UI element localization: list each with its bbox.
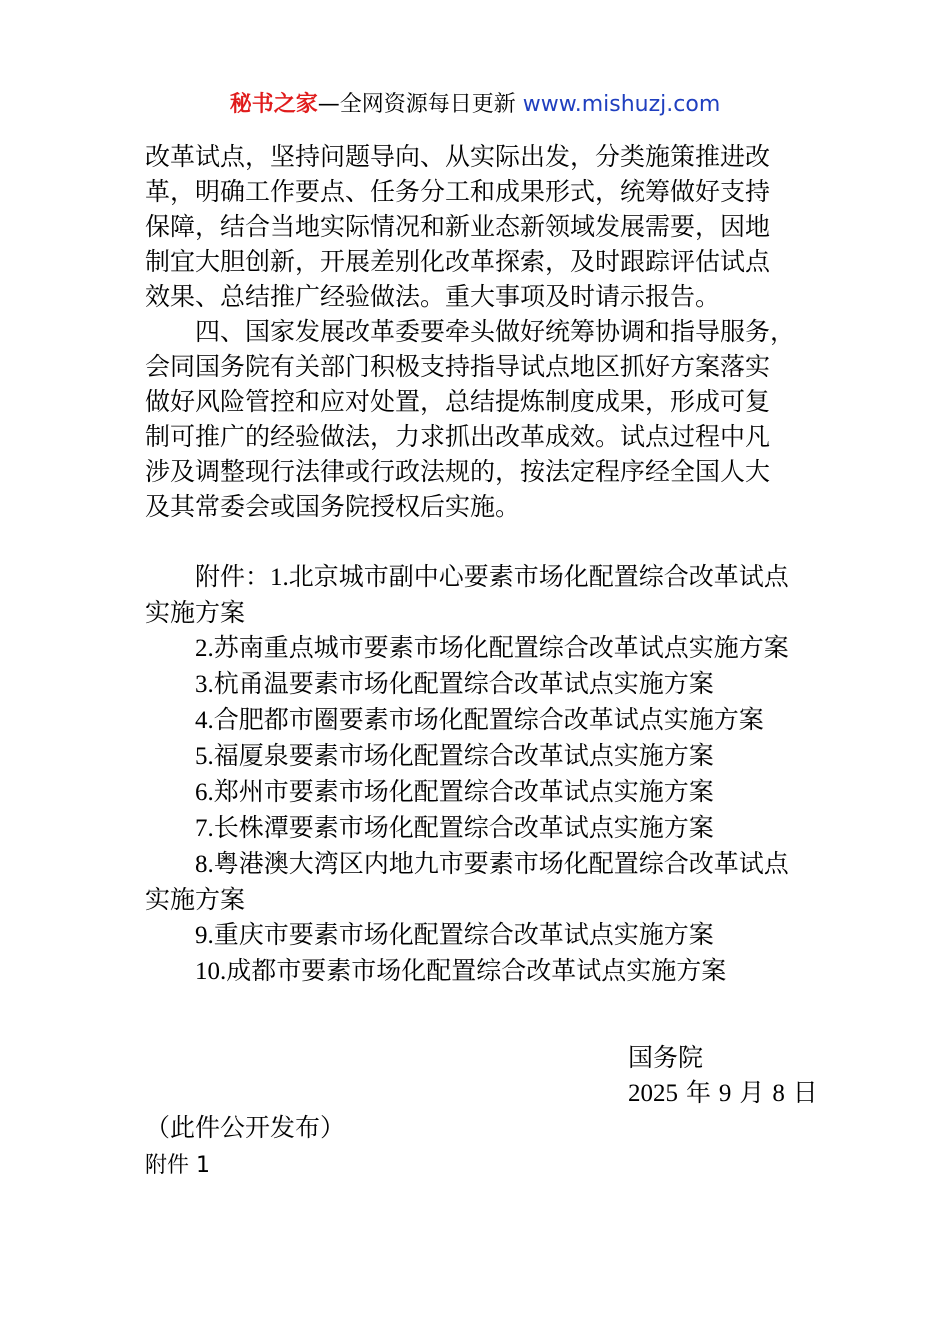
spacer — [145, 524, 815, 559]
attachment-item-1 — [145, 559, 815, 595]
attachment-item-3 — [145, 666, 815, 702]
attachment-item-2 — [145, 630, 815, 666]
date-year: 2025 — [628, 1080, 678, 1107]
section4-line: 及其常委会或国务院授权后实施。 — [145, 492, 521, 521]
attachment-item-6 — [145, 774, 815, 810]
section4-line: 做好风险管控和应对处置，总结提炼制度成果，形成可复 — [145, 387, 771, 416]
body-line: 革，明确工作要点、任务分工和成果形式，统筹做好支持 — [145, 177, 771, 206]
issue-date — [628, 1075, 818, 1111]
attachment-item-1-cont: 实施方案 — [145, 598, 246, 627]
attachment-prefix: 附件： — [195, 562, 271, 591]
attachment-title: 郑州市要素市场化配置综合改革试点实施方案 — [213, 777, 714, 806]
site-url-link[interactable]: www.mishuzj.com — [522, 92, 721, 117]
attachment-title: 长株潭要素市场化配置综合改革试点实施方案 — [213, 813, 714, 842]
attachment-title: 北京城市副中心要素市场化配置综合改革试点 — [288, 562, 789, 591]
attachment-title: 粤港澳大湾区内地九市要素市场化配置综合改革试点 — [213, 849, 789, 878]
attachment-item-7 — [145, 810, 815, 846]
site-header — [0, 88, 950, 122]
attachment-title: 重庆市要素市场化配置综合改革试点实施方案 — [213, 920, 714, 949]
attachment-number: 1. — [270, 564, 289, 591]
attachment-number: 10. — [195, 958, 227, 985]
attachment-number: 8. — [195, 851, 214, 878]
attachment-item-8-cont: 实施方案 — [145, 885, 246, 914]
attachment-number: 3. — [195, 671, 214, 698]
body-line: 保障，结合当地实际情况和新业态新领域发展需要，因地 — [145, 212, 771, 241]
attachment-number: 6. — [195, 779, 214, 806]
date-year-unit: 年 — [685, 1078, 711, 1107]
section4-line: 会同国务院有关部门积极支持指导试点地区抓好方案落实 — [145, 352, 771, 381]
attachment-title: 福厦泉要素市场化配置综合改革试点实施方案 — [213, 741, 714, 770]
site-slogan: —全网资源每日更新 — [317, 92, 523, 117]
attachment-number: 2. — [195, 635, 214, 662]
document-body — [145, 139, 815, 989]
attachment-item-5 — [145, 738, 815, 774]
section4-line: 涉及调整现行法律或行政法规的，按法定程序经全国人大 — [145, 457, 771, 486]
publish-note: （此件公开发布） — [145, 1113, 346, 1142]
attachment-number: 7. — [195, 815, 214, 842]
body-line: 改革试点，坚持问题导向、从实际出发，分类施策推进改 — [145, 142, 771, 171]
site-brand: 秘书之家 — [229, 92, 318, 117]
body-line: 效果、总结推广经验做法。重大事项及时请示报告。 — [145, 282, 721, 311]
date-month: 9 — [718, 1080, 732, 1107]
date-day: 8 — [772, 1080, 785, 1107]
attachment-number: 9. — [195, 922, 214, 949]
attachment-title: 苏南重点城市要素市场化配置综合改革试点实施方案 — [213, 633, 789, 662]
date-day-unit: 日 — [792, 1078, 818, 1107]
attachment-number: 4. — [195, 707, 214, 734]
attachment-item-4 — [145, 702, 815, 738]
attachment-label: 附件 1 — [145, 1153, 210, 1178]
attachment-title: 合肥都市圈要素市场化配置综合改革试点实施方案 — [213, 705, 764, 734]
attachment-title: 成都市要素市场化配置综合改革试点实施方案 — [226, 956, 727, 985]
attachment-item-9 — [145, 917, 815, 953]
section4-line: 四、国家发展改革委要牵头做好统筹协调和指导服务， — [195, 317, 796, 346]
attachment-item-10 — [145, 953, 815, 989]
date-month-unit: 月 — [739, 1078, 765, 1107]
section4-line: 制可推广的经验做法，力求抓出改革成效。试点过程中凡 — [145, 422, 771, 451]
body-line: 制宜大胆创新，开展差别化改革探索，及时跟踪评估试点 — [145, 247, 771, 276]
attachment-number: 5. — [195, 743, 214, 770]
issuer-name: 国务院 — [628, 1043, 704, 1072]
attachment-title: 杭甬温要素市场化配置综合改革试点实施方案 — [213, 669, 714, 698]
attachment-item-8 — [145, 846, 815, 882]
